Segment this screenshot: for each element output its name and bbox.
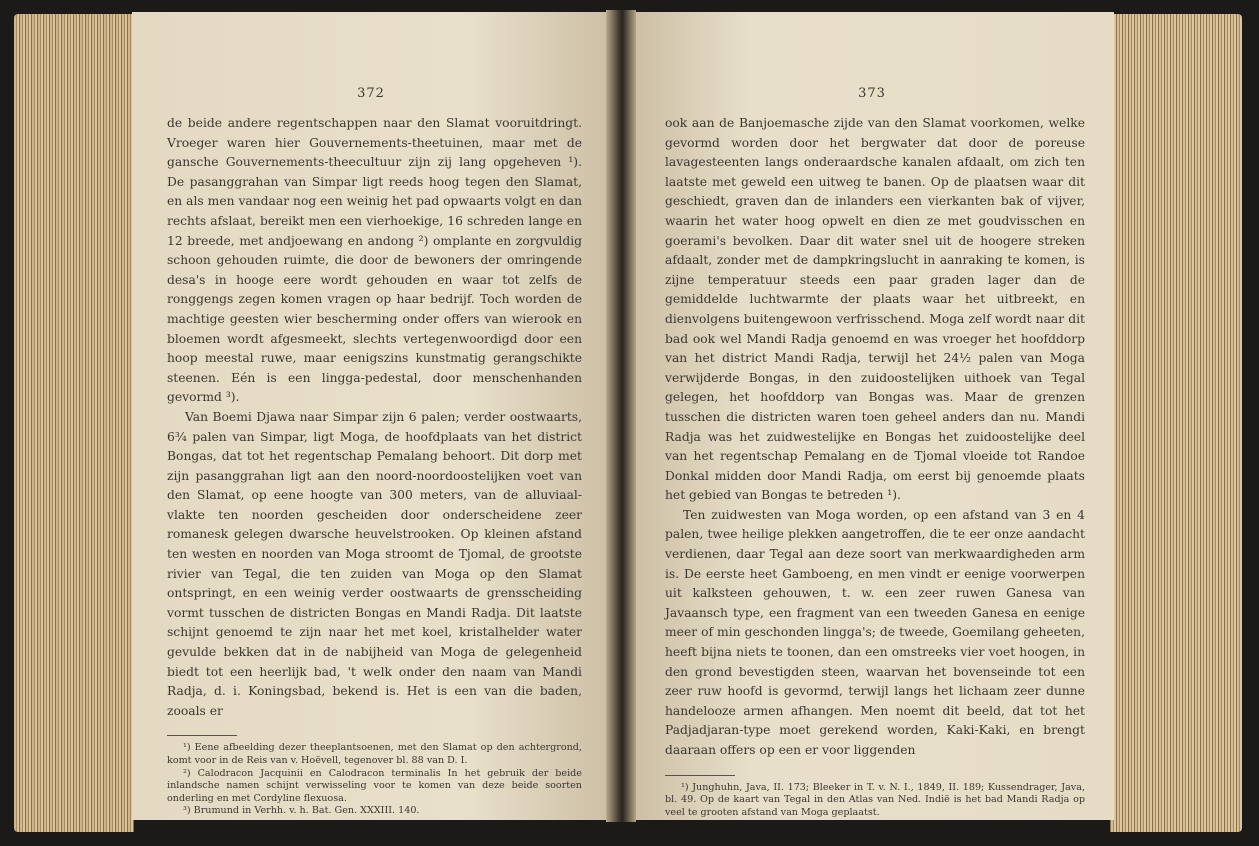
right-page bbox=[630, 12, 1114, 820]
left-page bbox=[132, 12, 610, 820]
footnote: ¹) Eene afbeelding dezer theeplantsoenen, met den Slamat op den achtergrond, komt voor in de Reis van v. Hoëvell, tegenover bl. 88 van D. I. bbox=[167, 742, 582, 766]
paragraph: Ten zuidwesten van Moga worden, op een afstand van 3 en 4 palen, twee heilige plekken aangetroffen, die te eer onze aandacht verdienen, daar Tegal aan deze soort van merkwaardigheden arm is. De eerste heet Gamboeng, en men vindt er eenige voorwerpen uit kalksteen gehouwen, t. w. een zeer ruwen Ganesa van Javaansch type, een fragment van een tweeden Ganesa en eenige meer of min geschonden lingga's; de tweede, Goemilang geheeten, heeft bijna niets te toonen, dan een omstreeks vier voet hoogen, in den grond bevestigden steen, waarvan het bovenseinde tot een zeer ruw hoofd is gevormd, terwijl langs het lichaam zeer dunne handelooze armen afhangen. Men noemt dit beeld, dat tot het Padjadjaran-type moet gerekend worden, Kaki-Kaki, en brengt daaraan offers op een er voor liggenden bbox=[665, 507, 1085, 757]
footnote: ¹) Junghuhn, Java, II. 173; Bleeker in T. v. N. I., 1849, II. 189; Kussendrager, Java, bl. 49. Op de kaart van Tegal in den Atlas van Ned. Indië is het bad Mandi Radja op veel te grooten afstand van Moga geplaatst. bbox=[665, 781, 1085, 818]
right-page-text bbox=[665, 114, 1085, 819]
book-gutter bbox=[606, 10, 636, 822]
page-edges-right bbox=[1110, 14, 1242, 832]
page-number-right: 373 bbox=[858, 86, 886, 101]
paragraph: Van Boemi Djawa naar Simpar zijn 6 palen; verder oostwaarts, 6¾ palen van Simpar, ligt Moga, de hoofdplaats van het district Bongas, dat tot het regentschap Pemalang behoort. Dit dorp met zijn pasanggrahan ligt aan den noord-noordoostelijken voet van den Slamat, op eene hoogte van 300 meters, van de alluviaal-vlakte ten noorden gescheiden door onderscheidene zeer romanesk gelegen dwarsche heuvelstrooken. Op kleinen afstand ten westen en noorden van Moga stroomt de Tjomal, de grootste rivier van Tegal, die ten zuiden van Moga op den Slamat ontspringt, en een weinig verder oostwaarts de grensscheiding vormt tusschen de districten Bongas en Mandi Radja. Dit laatste schijnt genoemd te zijn naar het met koel, kristalhelder water gevulde bekken dat in de nabijheid van Moga de gelegenheid biedt tot een heerlijk bad, 't welk onder den naam van Mandi Radja, d. i. Koningsbad, bekend is. Het is een van die baden, zooals er bbox=[167, 409, 582, 718]
paragraph: ook aan de Banjoemasche zijde van den Slamat voorkomen, welke gevormd worden door het bergwater dat door de poreuse lavagesteenten langs onderaardsche kanalen afdaalt, om zich ten laatste met geweld een uitweg te banen. Op de plaatsen waar dit geschiedt, graven dan de inlanders een vierkanten bak of vijver, waarin het water hoog opwelt en dien ze met goudvisschen en goerami's bevolken. Daar dit water snel uit de hoogere streken afdaalt, zonder met de dampkringslucht in aanraking te komen, is zijne temperatuur steeds een paar graden lager dan de gemiddelde luchtwarmte der plaats waar het uitbreekt, en dienvolgens buitengewoon verfrisschend. Moga zelf wordt naar dit bad ook wel Mandi Radja genoemd en was vroeger het hoofddorp van het district Mandi Radja, terwijl het 24½ palen van Moga verwijderde Bongas, in den zuidoostelijken uithoek van Tegal gelegen, het hoofddorp van Bongas was. Maar de grenzen tusschen die districten waren toen geheel anders dan nu. Mandi Radja was het zuidwestelijke en Bongas het zuidoostelijke deel van het regentschap Pemalang en de Tjomal vloeide tot Randoe Donkal midden door Mandi Radja, om eerst bij genoemde plaats het gebied van Bongas te betreden ¹). bbox=[665, 116, 1085, 503]
page-number-left: 372 bbox=[357, 86, 385, 101]
footnote-rule bbox=[167, 735, 237, 736]
paragraph: de beide andere regentschappen naar den Slamat vooruitdringt. Vroeger waren hier Gouvernements-theetuinen, maar met de gansche Gouvernements-theecultuur zijn zij lang opgeheven ¹). De pasanggrahan van Simpar ligt reeds hoog tegen den Slamat, en als men vandaar nog een weinig het pad opwaarts volgt en dan rechts afslaat, bereikt men een vierhoekige, 16 schreden lange en 12 breede, met andjoewang en andong ²) omplante en zorgvuldig schoon gehouden ruimte, die door de bewoners der omringende desa's in hooge eere wordt gehouden en waar tot zelfs de ronggengs zegen komen vragen op haar bedrijf. Toch worden de machtige geesten wier bescherming onder offers van wierook en bloemen wordt afgesmeekt, slechts vertegenwoordigd door een hoop meestal ruwe, maar eenigszins kunstmatig gerangschikte steenen. Eén is een lingga-pedestal, door menschenhanden gevormd ³). bbox=[167, 116, 582, 405]
page-edges-left bbox=[14, 14, 134, 832]
footnotes-left bbox=[167, 742, 582, 818]
footnote: ³) Brumund in Verhh. v. h. Bat. Gen. XXXIII. 140. bbox=[183, 805, 420, 817]
left-page-text bbox=[167, 114, 582, 818]
footnote-rule bbox=[665, 775, 735, 776]
footnotes-right bbox=[665, 782, 1085, 820]
footnote: ²) Calodracon Jacquinii en Calodracon terminalis In het gebruik der beide inlandsche namen schijnt verwisseling voor te komen van deze beide soorten onderling en met Cordyline flexuosa. bbox=[167, 767, 582, 804]
